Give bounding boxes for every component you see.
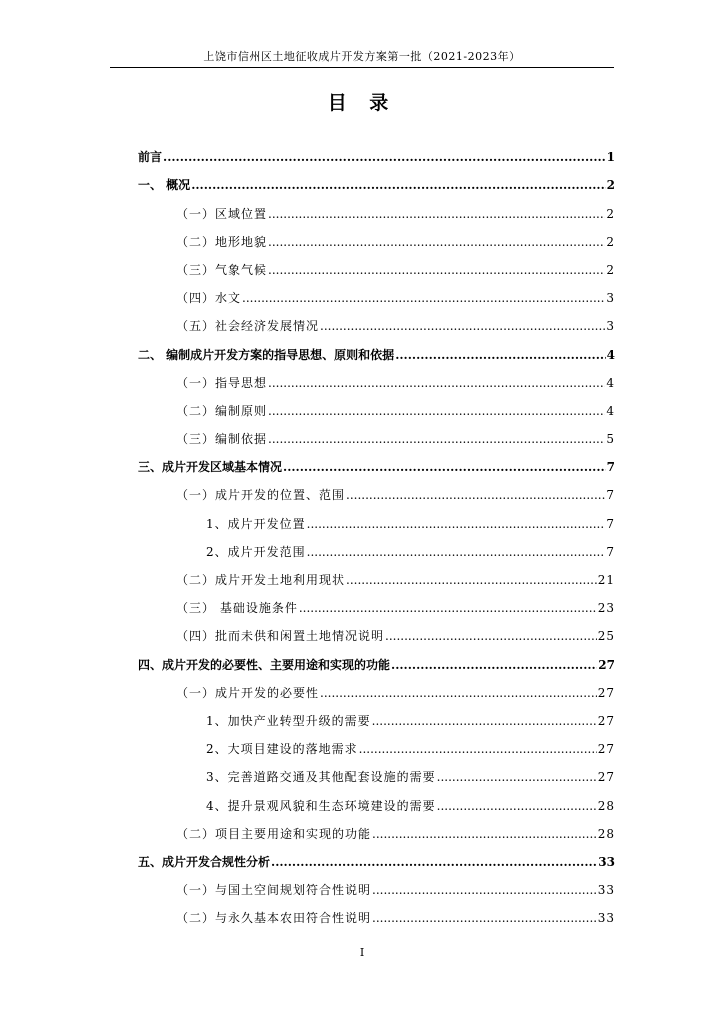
toc-entry-page: 2 [606,178,615,193]
toc-entry[interactable] [138,333,615,361]
toc-leader-dots [320,686,597,700]
toc-entry-title: （二）编制原则 [176,403,268,418]
toc-entry-title: （三）编制依据 [176,432,268,447]
toc-entry[interactable] [138,390,615,418]
toc-entry-page: 2 [606,206,615,221]
toc-entry-page: 27 [597,770,615,785]
toc-leader-dots [395,348,605,362]
toc-leader-dots [268,235,605,249]
toc-entry-page: 7 [606,460,615,475]
toc-entry[interactable] [138,446,615,474]
toc-leader-dots [299,601,597,615]
toc-entry[interactable] [138,728,615,756]
toc-entry-title: （一）指导思想 [176,375,268,390]
toc-leader-dots [372,714,597,728]
toc-leader-dots [437,799,597,813]
toc-entry-page: 4 [606,347,615,362]
toc-entry[interactable] [138,700,615,728]
toc-entry-page: 4 [606,375,615,390]
toc-entry-title: 4、提升景观风貌和生态环境建设的需要 [206,798,436,813]
toc-entry-page: 7 [606,544,615,559]
toc-entry[interactable] [138,136,615,164]
toc-entry-title: 二、 编制成片开发方案的指导思想、原则和依据 [138,347,395,362]
toc-entry[interactable] [138,531,615,559]
toc-leader-dots [385,629,597,643]
toc-entry[interactable] [138,672,615,700]
toc-leader-dots [359,742,597,756]
toc-entry-page: 23 [597,601,615,616]
toc-entry-page: 27 [597,742,615,757]
toc-entry-page: 33 [597,883,615,898]
toc-leader-dots [372,883,597,897]
toc-entry[interactable] [138,784,615,812]
toc-entry-page: 7 [606,488,615,503]
toc-entry-title: （三）气象气候 [176,262,268,277]
toc-leader-dots [268,263,605,277]
toc-leader-dots [268,432,605,446]
toc-entry-page: 2 [606,234,615,249]
toc-entry[interactable] [138,192,615,220]
toc-entry-page: 28 [597,798,615,813]
header-rule [110,67,614,68]
toc-entry-title: （二）项目主要用途和实现的功能 [176,826,372,841]
toc-leader-dots [268,404,605,418]
toc-leader-dots [307,517,606,531]
toc-entry[interactable] [138,813,615,841]
toc-leader-dots [437,770,597,784]
toc-entry-page: 27 [597,685,615,700]
toc-entry-page: 4 [606,403,615,418]
toc-entry-page: 28 [597,826,615,841]
toc-entry-title: 五、成片开发合规性分析 [138,854,271,869]
toc-entry-title: （一）成片开发的位置、范围 [176,488,346,503]
toc-entry-page: 1 [606,150,615,165]
toc-entry-page: 27 [598,657,615,672]
toc-entry-title: （一）与国土空间规划符合性说明 [176,883,372,898]
toc-entry-title: 前言 [138,150,163,165]
toc-entry-page: 5 [606,432,615,447]
toc-entry[interactable] [138,277,615,305]
toc-entry-title: 2、大项目建设的落地需求 [206,742,358,757]
toc-leader-dots [283,460,606,474]
toc-entry[interactable] [138,305,615,333]
toc-entry-title: 三、成片开发区域基本情况 [138,460,283,475]
toc-entry-title: （三） 基础设施条件 [176,601,298,616]
toc-entry-page: 25 [597,629,615,644]
toc-entry-title: （二）成片开发土地利用现状 [176,573,346,587]
toc-leader-dots [346,573,597,587]
toc-entry-title: （四）批而未供和闲置土地情况说明 [176,629,385,644]
toc-leader-dots [307,545,606,559]
toc-entry-page: 2 [606,262,615,277]
toc-entry[interactable] [138,869,615,897]
toc-leader-dots [242,291,605,305]
toc-entry[interactable] [138,249,615,277]
toc-leader-dots [372,827,597,841]
toc-entry[interactable] [138,615,615,643]
toc-entry[interactable] [138,559,615,587]
toc-entry-page: 21 [597,573,615,587]
toc-entry-title: （五）社会经济发展情况 [176,319,320,334]
toc-leader-dots [320,319,605,333]
toc-entry[interactable] [138,897,615,925]
toc-entry-page: 33 [598,854,615,869]
toc-entry-title: 1、成片开发位置 [206,516,306,531]
toc-entry[interactable] [138,362,615,390]
toc-entry-page: 7 [606,516,615,531]
toc-entry-title: （二）地形地貌 [176,234,268,249]
toc-entry[interactable] [138,164,615,192]
toc-leader-dots [268,207,605,221]
toc-entry-page: 3 [606,319,615,334]
toc-leader-dots [346,488,605,502]
toc-entry-title: 四、成片开发的必要性、主要用途和实现的功能 [138,657,391,672]
toc-entry-title: （一）区域位置 [176,206,268,221]
toc-entry-title: （一）成片开发的必要性 [176,685,320,700]
toc-entry[interactable] [138,474,615,502]
toc-leader-dots [271,855,597,869]
table-of-contents [138,136,615,925]
page-title: 目 录 [327,92,397,114]
toc-leader-dots [372,911,597,925]
toc-entry[interactable] [138,643,615,671]
toc-entry[interactable] [138,418,615,446]
toc-entry-title: （二）与永久基本农田符合性说明 [176,911,372,926]
toc-entry-page: 27 [597,713,615,728]
toc-leader-dots [268,376,605,390]
running-header: 上饶市信州区土地征收成片开发方案第一批（2021-2023年） [203,50,521,63]
toc-entry-title: 1、加快产业转型升级的需要 [206,713,371,728]
toc-entry-page: 33 [597,911,615,926]
toc-leader-dots [191,178,605,192]
toc-entry[interactable] [138,587,615,615]
toc-entry-title: （四）水文 [176,291,242,306]
toc-entry[interactable] [138,502,615,530]
page-number: I [359,946,365,959]
toc-entry-title: 一、 概况 [138,178,191,193]
toc-entry[interactable] [138,221,615,249]
toc-entry[interactable] [138,841,615,869]
toc-entry-title: 3、完善道路交通及其他配套设施的需要 [206,770,436,785]
toc-leader-dots [391,658,597,672]
toc-entry-page: 3 [606,291,615,306]
toc-entry-title: 2、成片开发范围 [206,544,306,559]
toc-entry[interactable] [138,756,615,784]
toc-leader-dots [163,150,606,164]
